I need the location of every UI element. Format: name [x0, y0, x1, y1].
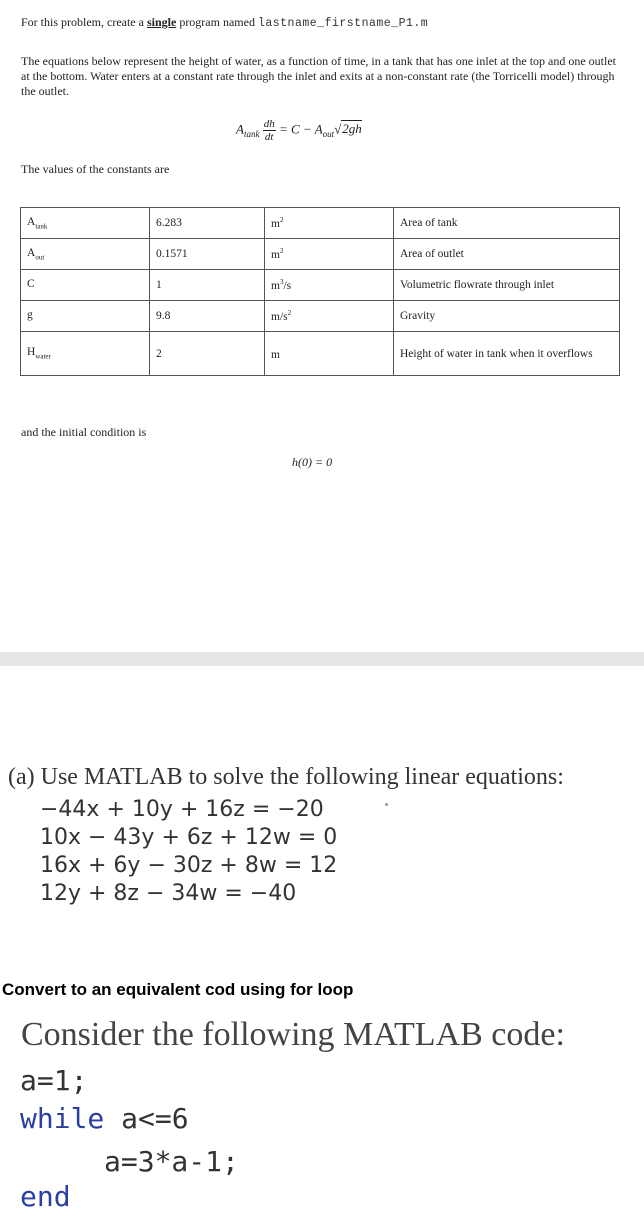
eq-lhs-sub: tank	[243, 129, 260, 140]
const-unit-rest: /s	[283, 279, 292, 292]
problem-description: The equations below represent the height of water, as a function of time, in a tank that has one inlet at the top and one outlet at the bottom. Water enters at a constant rate through the inlet and exits at a non-constant rate (the Torricelli model) through the outlet.	[21, 54, 617, 98]
eq-rhs-var: A	[314, 121, 323, 137]
const-sym: A	[27, 215, 36, 228]
const-unit	[265, 208, 394, 239]
const-description: Gravity	[394, 301, 620, 332]
constants-row	[21, 270, 620, 301]
const-symbol	[21, 239, 150, 270]
intro-prefix: For this problem, create a	[21, 15, 147, 29]
const-unit-sup: 2	[279, 247, 284, 256]
const-description: Height of water in tank when it overflows	[394, 332, 620, 376]
constants-table	[20, 207, 620, 376]
const-unit-sup: 3	[279, 278, 284, 287]
consider-heading: Consider the following MATLAB code:	[21, 1016, 565, 1053]
const-sub: water	[35, 352, 51, 361]
const-unit	[265, 332, 394, 376]
const-description: Area of tank	[394, 208, 620, 239]
const-sym: H	[27, 346, 36, 359]
const-sub: tank	[35, 222, 48, 231]
const-unit-sup: 2	[279, 216, 284, 225]
code-line-1: a=1;	[20, 1064, 88, 1097]
const-value: 1	[150, 270, 265, 301]
linear-eq-1: −44x + 10y + 16z = −20	[40, 797, 324, 822]
convert-instruction: Convert to an equivalent cod using for loop	[2, 980, 354, 999]
const-unit-sup: 2	[287, 309, 292, 318]
constants-row	[21, 301, 620, 332]
const-sym: A	[27, 246, 36, 259]
const-description: Area of outlet	[394, 239, 620, 270]
stray-dot	[385, 803, 388, 806]
const-symbol	[21, 332, 150, 376]
code-while-cond: a<=6	[104, 1102, 189, 1135]
const-sym: C	[27, 277, 35, 290]
const-unit-base: m	[271, 217, 280, 230]
code-line-2	[20, 1102, 189, 1135]
initial-condition: h(0) = 0	[292, 455, 333, 469]
eq-rhs-sub: out	[322, 129, 335, 140]
constants-label: The values of the constants are	[21, 162, 170, 176]
const-symbol	[21, 270, 150, 301]
const-value: 6.283	[150, 208, 265, 239]
eq-fraction	[263, 118, 276, 143]
initial-label: and the initial condition is	[21, 425, 147, 439]
const-unit	[265, 270, 394, 301]
linear-eq-2: 10x − 43y + 6z + 12w = 0	[40, 825, 338, 850]
const-value: 0.1571	[150, 239, 265, 270]
linear-equations	[40, 796, 337, 908]
constants-row	[21, 332, 620, 376]
part-a-heading: (a) Use MATLAB to solve the following linear equations:	[8, 764, 564, 790]
eq-sqrt-sym: √	[334, 121, 342, 137]
code-line-3: a=3*a-1;	[104, 1145, 239, 1178]
const-sym: g	[27, 308, 33, 321]
const-unit-base: m	[271, 248, 280, 261]
section-divider	[0, 652, 644, 666]
eq-num: dh	[263, 118, 275, 130]
eq-den: dt	[264, 131, 274, 143]
const-unit-base: m	[271, 348, 280, 361]
const-unit	[265, 301, 394, 332]
eq-rhs1: = C −	[275, 121, 315, 137]
const-symbol	[21, 301, 150, 332]
intro-single: single	[146, 15, 177, 29]
const-unit-base: m/s	[271, 310, 288, 323]
code-while-keyword: while	[20, 1102, 105, 1135]
intro-line	[21, 15, 428, 30]
const-unit-base: m	[271, 279, 280, 292]
linear-eq-3: 16x + 6y − 30z + 8w = 12	[40, 853, 338, 878]
constants-row	[21, 239, 620, 270]
intro-middle: program named	[176, 15, 258, 29]
const-value: 2	[150, 332, 265, 376]
tank-equation	[236, 118, 362, 143]
const-unit	[265, 239, 394, 270]
const-description: Volumetric flowrate through inlet	[394, 270, 620, 301]
eq-sqrt-body: 2gh	[342, 121, 362, 137]
intro-filename: lastname_firstname_P1.m	[257, 17, 429, 30]
const-value: 9.8	[150, 301, 265, 332]
linear-eq-4: 12y + 8z − 34w = −40	[40, 881, 297, 906]
const-sub: out	[35, 253, 45, 262]
eq-lhs-var: A	[236, 121, 244, 137]
const-symbol	[21, 208, 150, 239]
code-end-keyword: end	[20, 1180, 71, 1213]
constants-row	[21, 208, 620, 239]
